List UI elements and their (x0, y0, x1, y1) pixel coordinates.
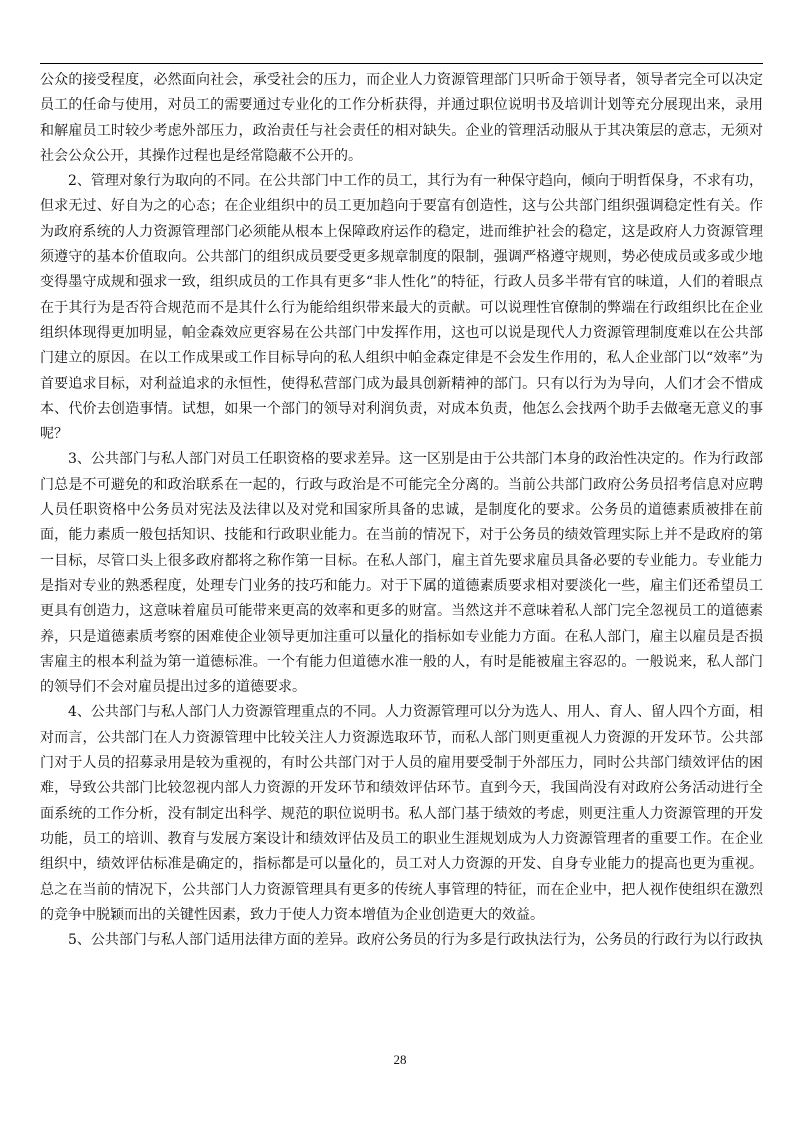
paragraph-continuation: 公众的接受程度，必然面向社会，承受社会的压力，而企业人力资源管理部门只听命于领导者，领导者完全可以决定员工的任命与使用，对员工的需要通过专业化的工作分析获得，并通过职位说明书及培训计划等充分展现出来，录用和解雇员工时较少考虑外部压力，政治责任与社会责任的相对缺失。企业的管理活动服从于其决策层的意志，无须对社会公众公开，其操作过程也是经常隐蔽不公开的。 (40, 72, 763, 164)
paragraph-3: 3、公共部门与私人部门对员工任职资格的要求差异。这一区别是由于公共部门本身的政治性决定的。作为行政部门总是不可避免的和政治联系在一起的，行政与政治是不可能完全分离的。当前公共部门政府公务员招考信息对应聘人员任职资格中公务员对宪法及法律以及对党和国家所具备的忠诚，是制度化的要求。公务员的道德素质被排在前面，能力素质一般包括知识、技能和行政职业能力。在当前的情况下，对于公务员的绩效管理实际上并不是政府的第一目标，尽管口头上很多政府都将之称作第一目标。在私人部门，雇主首先要求雇员具备必要的专业能力。专业能力是指对专业的熟悉程度，处理专门业务的技巧和能力。对于下属的道德素质要求相对要淡化一些，雇主们还希望员工更具有创造力，这意味着雇员可能带来更高的效率和更多的财富。当然这并不意味着私人部门完全忽视员工的道德素养，只是道德素质考察的困难使企业领导更加注重可以量化的指标如专业能力方面。在私人部门，雇主以雇员是否损害雇主的根本利益为第一道德标准。一个有能力但道德水准一般的人，有时是能被雇主容忍的。一般说来，私人部门的领导们不会对雇员提出过多的道德要求。 (40, 451, 763, 696)
header-rule (40, 63, 763, 64)
page-number: 28 (393, 1052, 407, 1067)
paragraph-2: 2、管理对象行为取向的不同。在公共部门中工作的员工，其行为有一种保守趋向，倾向于明哲保身，不求有功，但求无过、好自为之的心态；在企业组织中的员工更加趋向于要富有创造性，这与公共部门组织强调稳定性有关。作为政府系统的人力资源管理部门必须能从根本上保障政府运作的稳定，进而维护社会的稳定，这是政府人力资源管理须遵守的基本价值取向。公共部门的组织成员要受更多规章制度的限制，强调严格遵守规则，势必使成员或多或少地变得墨守成规和强求一致，组织成员的工作具有更多“非人性化”的特征，行政人员多半带有官的味道，人们的着眼点在于其行为是否符合规范而不是其什么行为能给组织带来最大的贡献。可以说理性官僚制的弊端在行政组织比在企业组织体现得更加明显，帕金森效应更容易在公共部门中发挥作用，这也可以说是现代人力资源管理制度难以在公共部门建立的原因。在以工作成果或工作目标导向的私人组织中帕金森定律是不会发生作用的，私人企业部门以“效率”为首要追求目标，对利益追求的永恒性，使得私营部门成为最具创新精神的部门。只有以行为为导向，人们才会不惜成本、代价去创造事情。试想，如果一个部门的领导对利润负责，对成本负责，他怎么会找两个助手去做毫无意义的事呢？ (40, 173, 763, 443)
body-text (40, 68, 763, 953)
paragraph-5: 5、公共部门与私人部门适用法律方面的差异。政府公务员的行为多是行政执法行为，公务员的行政行为以行政执 (68, 932, 763, 949)
paragraph-4: 4、公共部门与私人部门人力资源管理重点的不同。人力资源管理可以分为选人、用人、育人、留人四个方面，相对而言，公共部门在人力资源管理中比较关注人力资源选取环节，而私人部门则更重视人力资源的开发环节。公共部门对于人员的招募录用是较为重视的，有时公共部门对于人员的雇用要受制于外部压力，同时公共部门绩效评估的困难，导致公共部门比较忽视内部人力资源的开发环节和绩效评估环节。直到今天，我国尚没有对政府公务活动进行全面系统的工作分析，没有制定出科学、规范的职位说明书。私人部门基于绩效的考虑，则更注重人力资源管理的开发功能，员工的培训、教育与发展方案设计和绩效评估及员工的职业生涯规划成为人力资源管理者的重要工作。在企业组织中，绩效评估标准是确定的，指标都是可以量化的，员工对人力资源的开发、自身专业能力的提高也更为重视。总之在当前的情况下，公共部门人力资源管理具有更多的传统人事管理的特征，而在企业中，把人视作使组织在激烈的竞争中脱颖而出的关键性因素，致力于使人力资本增值为企业创造更大的效益。 (40, 704, 763, 923)
